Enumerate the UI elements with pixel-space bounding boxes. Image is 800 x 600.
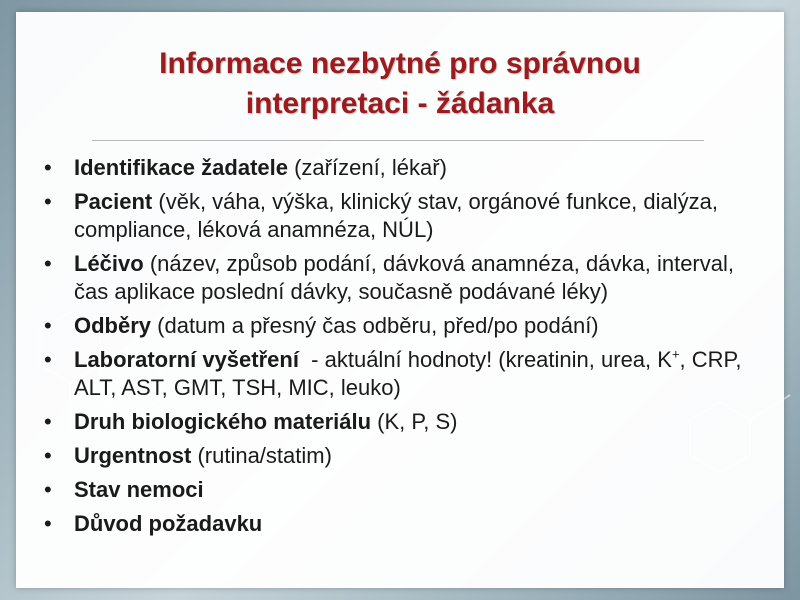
- item-detail-continued: , CRP, ALT, AST, GMT, TSH, MIC, leuko): [74, 347, 742, 400]
- item-label: Odběry: [74, 313, 152, 338]
- bullet-icon: •: [44, 155, 52, 180]
- list-item: [44, 476, 744, 504]
- list-item: [44, 250, 744, 306]
- item-label: Identifikace žadatele: [74, 155, 288, 180]
- title-line-1: Informace nezbytné pro správnou: [159, 47, 641, 80]
- list-item: [44, 442, 744, 470]
- bullet-icon: •: [44, 189, 52, 214]
- bullet-list: [44, 154, 744, 544]
- item-label: Pacient: [74, 189, 153, 214]
- list-item: [44, 188, 744, 244]
- superscript: +: [671, 346, 680, 362]
- list-item: [44, 408, 744, 436]
- list-item: [44, 346, 744, 402]
- bullet-icon: •: [44, 511, 52, 536]
- item-detail: (věk, váha, výška, klinický stav, orgánové funkce, dialýza, compliance, léková anamnéza, NÚL): [74, 189, 718, 242]
- item-detail: (název, způsob podání, dávková anamnéza, dávka, interval, čas aplikace poslední dávky, současně podávané léky): [74, 251, 734, 304]
- bullet-icon: •: [44, 409, 52, 434]
- item-detail: - aktuální hodnoty! (kreatinin, urea, K: [298, 347, 672, 372]
- bullet-icon: •: [44, 313, 52, 338]
- item-label: Důvod požadavku: [74, 511, 263, 536]
- title-line-2: interpretaci - žádanka: [245, 87, 555, 120]
- bullet-icon: •: [44, 251, 52, 276]
- slide-title: [0, 44, 800, 124]
- item-detail: (datum a přesný čas odběru, před/po podání): [151, 313, 599, 338]
- bullet-icon: •: [44, 347, 52, 372]
- title-divider: [92, 140, 704, 141]
- bullet-icon: •: [44, 477, 52, 502]
- list-item: [44, 154, 744, 182]
- list-item: [44, 510, 744, 538]
- item-label: Léčivo: [74, 251, 144, 276]
- item-label: Druh biologického materiálu: [74, 409, 372, 434]
- item-detail: (K, P, S): [371, 409, 458, 434]
- list-item: [44, 312, 744, 340]
- bullet-icon: •: [44, 443, 52, 468]
- item-detail: (zařízení, lékař): [287, 155, 447, 180]
- item-label: Urgentnost: [74, 443, 192, 468]
- item-label: Laboratorní vyšetření: [74, 347, 299, 372]
- item-detail: (rutina/statim): [191, 443, 332, 468]
- item-label: Stav nemoci: [74, 477, 204, 502]
